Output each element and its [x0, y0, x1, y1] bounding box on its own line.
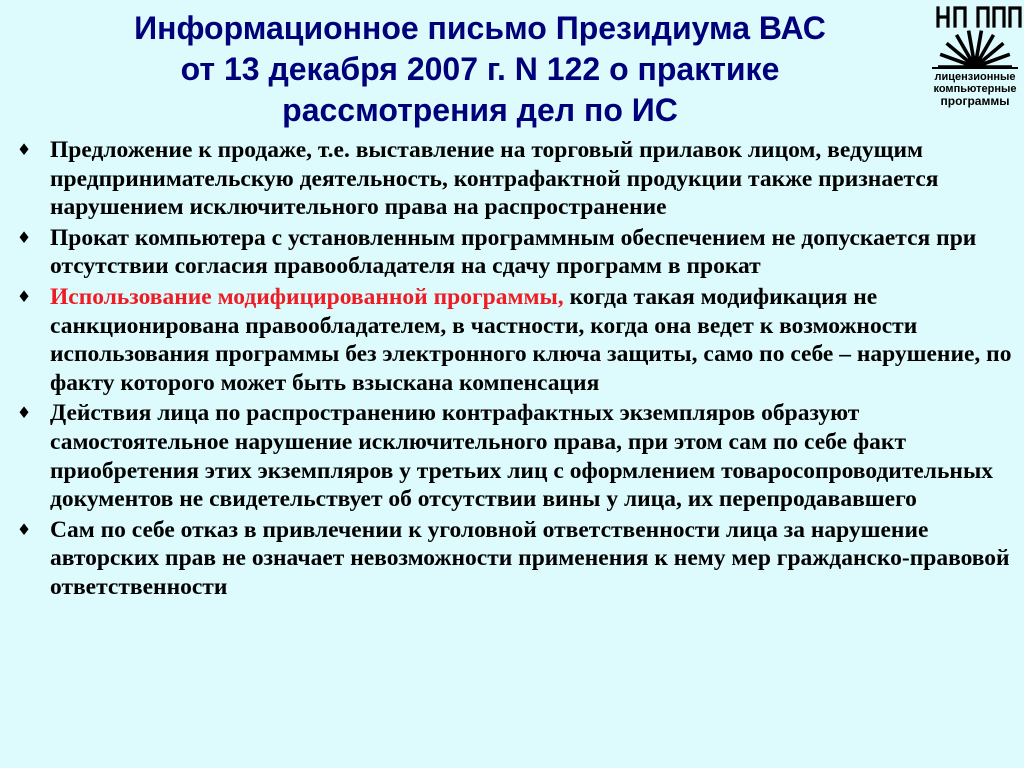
bullet-list [14, 136, 1018, 604]
bullet-text: Предложение к продаже, т.е. выставление на торговый прилавок лицом, ведущим предпринимательскую деятельность, контрафактной продукции также признается нарушением исключительного права на распространение [50, 137, 939, 221]
bullet-item [14, 516, 1018, 602]
diamond-icon: ♦ [16, 140, 32, 159]
diamond-icon: ♦ [16, 286, 32, 306]
logo-text-line-1: лицензионные [934, 71, 1016, 83]
bullet-item [14, 283, 1018, 397]
bullet-item [14, 136, 1018, 222]
diamond-icon: ♦ [16, 403, 32, 423]
bullet-text: Действия лица по распространению контрафактных экземпляров образуют самостоятельное нарушение исключительного права, при этом сам по себе факт приобретения этих экземпляров у третьих лиц с оформлением товаросопроводительных документов не свидетельствует об отсутствии вины у лица, их перепродававшего [50, 400, 994, 513]
np-ppp-logo [928, 4, 1022, 110]
slide-title-line-3: рассмотрения дел по ИС [282, 92, 678, 128]
slide-title-line-1: Информационное письмо Президиума ВАС [134, 10, 826, 46]
diamond-icon: ♦ [16, 227, 32, 247]
diamond-icon: ♦ [16, 519, 32, 539]
logo-text-line-3: программы [940, 94, 1010, 108]
bullet-highlight-text: Использование модифицированной программы, [50, 283, 564, 310]
slide-title [30, 8, 930, 131]
bullet-text: Сам по себе отказ в привлечении к уголовной ответственности лица за нарушение авторских прав не означает невозможности применения к нему мер гражданско-правовой ответственности [50, 516, 1010, 600]
bullet-text: когда такая модификация не санкционирована правообладателем, в частности, когда она ведет к возможности использования программы без электронного ключа защиты, само по себе – нарушение, по факту которого может быть взыскана компенсация [50, 283, 1012, 396]
logo-text-line-2: компьютерные [933, 83, 1017, 95]
slide-title-line-2: от 13 декабря 2007 г. N 122 о практике [180, 51, 780, 87]
bullet-text: Прокат компьютера с установленным программным обеспечением не допускается при отсутствии согласия правообладателя на сдачу программ в прокат [50, 224, 977, 280]
bullet-item [14, 224, 1018, 281]
bullet-item [14, 399, 1018, 513]
